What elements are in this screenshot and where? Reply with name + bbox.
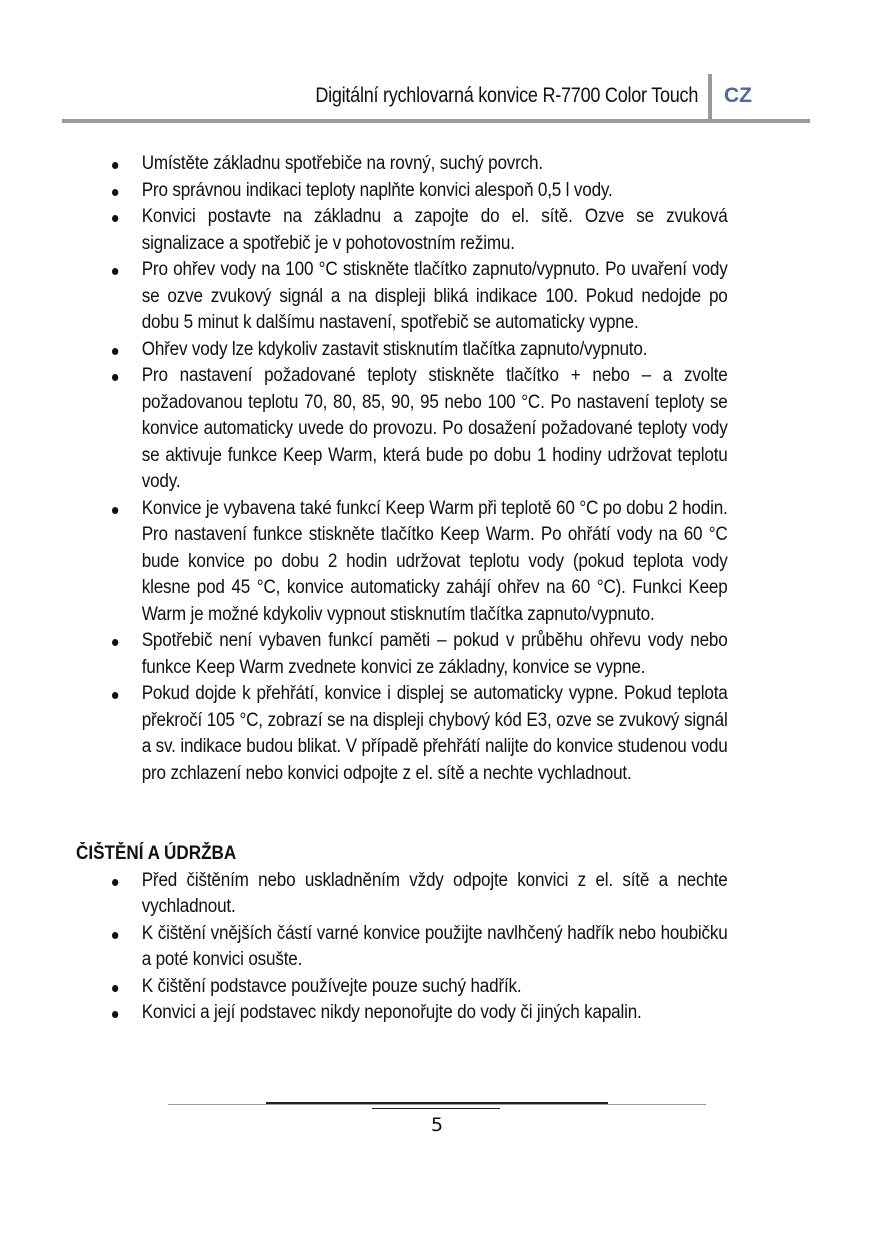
page-content — [76, 151, 800, 1027]
language-code: CZ — [724, 84, 752, 107]
header-separator — [708, 74, 712, 120]
page-header — [62, 78, 810, 118]
section-heading-cleaning: ČIŠTĚNÍ A ÚDRŽBA — [76, 843, 237, 864]
list-item: Před čištěním nebo uskladněním vždy odpojte konvici z el. sítě a nechte vychladnout. — [76, 868, 728, 921]
footer-rule — [266, 1102, 608, 1104]
list-item: Konvici postavte na základnu a zapojte do el. sítě. Ozve se zvuková signalizace a spotřebič je v pohotovostním režimu. — [76, 204, 728, 257]
list-item: Ohřev vody lze kdykoliv zastavit stisknutím tlačítka zapnuto/vypnuto. — [76, 337, 728, 364]
list-item: Pokud dojde k přehřátí, konvice i displej se automaticky vypne. Pokud teplota překročí 105 °C, zobrazí se na displeji chybový kód E3, ozve se zvukový signál a sv. indikace budou blikat. V případě přehřátí nalijte do konvice studenou vodu pro zchlazení nebo konvici odpojte z el. sítě a nechte vychladnout. — [76, 681, 728, 787]
list-item: K čištění vnějších částí varné konvice použijte navlhčený hadřík nebo houbičku a poté konvici osušte. — [76, 921, 728, 974]
list-item: Pro nastavení požadované teploty stiskněte tlačítko + nebo – a zvolte požadovanou teplotu 70, 80, 85, 90, 95 nebo 100 °C. Po nastavení teploty se konvice automaticky uvede do provozu. Po dosažení požadované teploty vody se aktivuje funkce Keep Warm, která bude po dobu 1 hodiny udržovat teplotu vody. — [76, 363, 728, 496]
list-item: Umístěte základnu spotřebiče na rovný, suchý povrch. — [76, 151, 728, 178]
footer-rule — [372, 1108, 500, 1109]
list-item: Pro ohřev vody na 100 °C stiskněte tlačítko zapnuto/vypnuto. Po uvaření vody se ozve zvukový signál a na displeji bliká indikace 100. Pokud nedojde po dobu 5 minut k dalšímu nastavení, spotřebič se automaticky vypne. — [76, 257, 728, 337]
list-item: Konvici a její podstavec nikdy neponořujte do vody či jiných kapalin. — [76, 1000, 728, 1027]
document-title: Digitální rychlovarná konvice R-7700 Color Touch — [315, 84, 698, 107]
cleaning-list — [76, 868, 800, 1027]
list-item: Pro správnou indikaci teploty naplňte konvici alespoň 0,5 l vody. — [76, 178, 728, 205]
list-item: Konvice je vybavena také funkcí Keep Warm při teplotě 60 °C po dobu 2 hodin. Pro nastavení funkce stiskněte tlačítko Keep Warm. Po ohřátí vody na 60 °C bude konvice po dobu 2 hodin udržovat teplotu vody (pokud teplota vody klesne pod 45 °C, konvice automaticky zahájí ohřev na 60 °C). Funkci Keep Warm je možné kdykoliv vypnout stisknutím tlačítka zapnuto/vypnuto. — [76, 496, 728, 629]
footer-rule — [168, 1104, 706, 1105]
list-item: K čištění podstavce používejte pouze suchý hadřík. — [76, 974, 728, 1001]
usage-list — [76, 151, 800, 787]
list-item: Spotřebič není vybaven funkcí paměti – pokud v průběhu ohřevu vody nebo funkce Keep Warm zvednete konvici ze základny, konvice se vypne. — [76, 628, 728, 681]
page-number: 5 — [430, 1114, 444, 1136]
header-rule — [62, 119, 810, 123]
